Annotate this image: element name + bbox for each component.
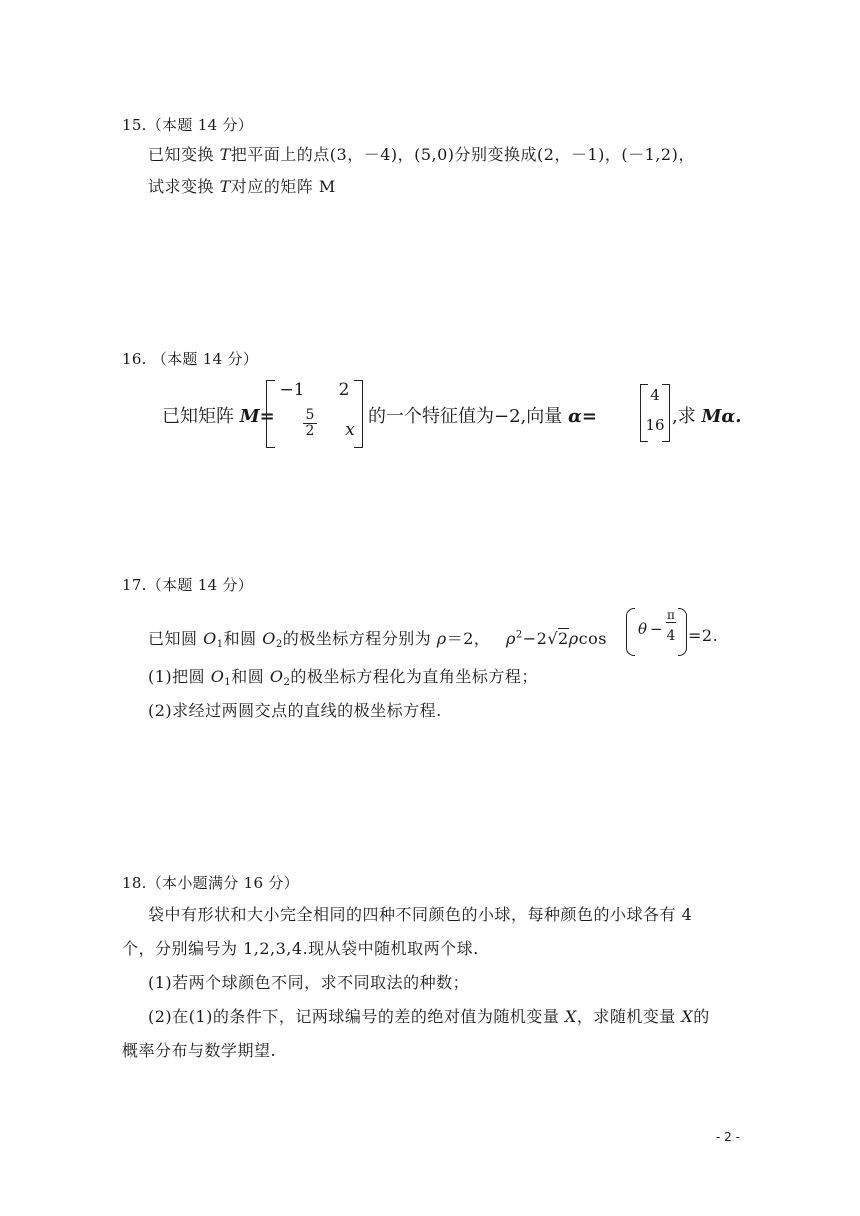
q18-var-X: X (564, 1007, 577, 1026)
q16-equals: = (259, 406, 275, 427)
q16-m21-numerator: 5 (305, 407, 315, 423)
q17-rho: ρ (505, 629, 516, 648)
q16-text: 已知矩阵 (162, 406, 240, 427)
q15-header: 15.（本题 14 分） (122, 116, 254, 134)
q18-line2: 个，分别编号为 1,2,3,4.现从袋中随机取两个球. (122, 939, 479, 958)
q16-matrix-M: M (239, 406, 260, 427)
q17-line3: (2)求经过两圆交点的直线的极坐标方程. (148, 701, 442, 720)
q17-circle-O: O (203, 629, 217, 648)
q17-text: 的极坐标方程分别为 (282, 629, 437, 648)
page-number: - 2 - (716, 1130, 740, 1144)
q18-text: (2)在(1)的条件下，记两球编号的差的绝对值为随机变量 (148, 1007, 565, 1026)
q16-header: 16. （本题 14 分） (122, 350, 259, 368)
q15-var-T: T (219, 145, 231, 164)
q17-sub: 2 (283, 677, 291, 688)
q18-line3: (1)若两个球颜色不同，求不同取法的种数； (148, 973, 470, 992)
q18-line1: 袋中有形状和大小完全相同的四种不同颜色的小球，每种颜色的小球各有 4 (148, 905, 693, 924)
q18-header: 18.（本小题满分 16 分） (122, 874, 299, 892)
q17-sub: 1 (224, 677, 232, 688)
q17-header: 17.（本题 14 分） (122, 576, 254, 594)
q17-cos: cos (578, 629, 607, 648)
q16-m21-denominator: 2 (303, 423, 317, 439)
q18-text: ，求随机变量 (576, 1007, 682, 1026)
q17-sub: 1 (216, 639, 224, 650)
q15-text: 试求变换 (148, 177, 220, 196)
q16-equals: = (581, 406, 597, 427)
q17-text: ＝2， (446, 629, 491, 648)
q17-cos-argument (626, 604, 686, 660)
q16-v2: 16 (645, 416, 665, 434)
q17-text: −2 (522, 629, 548, 648)
q17-line1 (148, 626, 607, 650)
q17-left-paren (626, 608, 635, 656)
q15-line1 (148, 142, 695, 165)
q15-line2 (148, 174, 336, 197)
q16-M-alpha: Mα. (701, 406, 742, 427)
q17-text: 和圆 (223, 629, 263, 648)
q17-text: 已知圆 (148, 629, 204, 648)
q17-pi: π (667, 608, 675, 622)
q15-text: 对应的矩阵 M (230, 177, 336, 196)
q15-var-T: T (219, 177, 231, 196)
q17-text: 的极坐标方程化为直角坐标方程； (290, 667, 538, 686)
q17-theta: θ (638, 620, 648, 638)
q18-text: 的 (693, 1007, 710, 1026)
q17-four: 4 (666, 628, 676, 644)
q18-line4 (148, 1004, 710, 1027)
q17-circle-O: O (210, 667, 225, 686)
q17-right-paren (678, 608, 687, 656)
q16-text: 的一个特征值为−2,向量 (368, 406, 568, 427)
q15-text: 把平面上的点(3，－4)，(5,0)分别变换成(2，－1)，(－1,2)， (230, 145, 695, 164)
q16-text: ,求 (672, 406, 702, 427)
q16-m11: −1 (279, 380, 305, 400)
q17-text: 和圆 (231, 667, 270, 686)
sqrt-icon: √ (547, 629, 559, 648)
q15-text: 已知变换 (148, 145, 220, 164)
q17-line2 (148, 664, 538, 688)
q17-sup: 2 (515, 629, 523, 641)
q16-problem (162, 378, 762, 450)
q18-line5: 概率分布与数学期望. (122, 1041, 277, 1060)
q18-var-X: X (681, 1007, 694, 1026)
q16-m21 (300, 408, 320, 439)
q17-circle-O: O (269, 667, 284, 686)
q17-sub: 2 (275, 639, 283, 650)
q16-v1: 4 (650, 386, 660, 404)
q16-m12: 2 (338, 380, 350, 400)
q16-m22: x (345, 420, 355, 440)
q17-text: (1)把圆 (148, 667, 211, 686)
q17-rho: ρ (568, 629, 579, 648)
q17-rho: ρ (436, 629, 447, 648)
q17-minus: − (650, 620, 663, 638)
q17-sqrt-arg: 2 (558, 629, 569, 648)
q16-alpha: α (567, 406, 582, 427)
q17-line1-end: =2. (688, 626, 719, 645)
q17-circle-O: O (262, 629, 276, 648)
